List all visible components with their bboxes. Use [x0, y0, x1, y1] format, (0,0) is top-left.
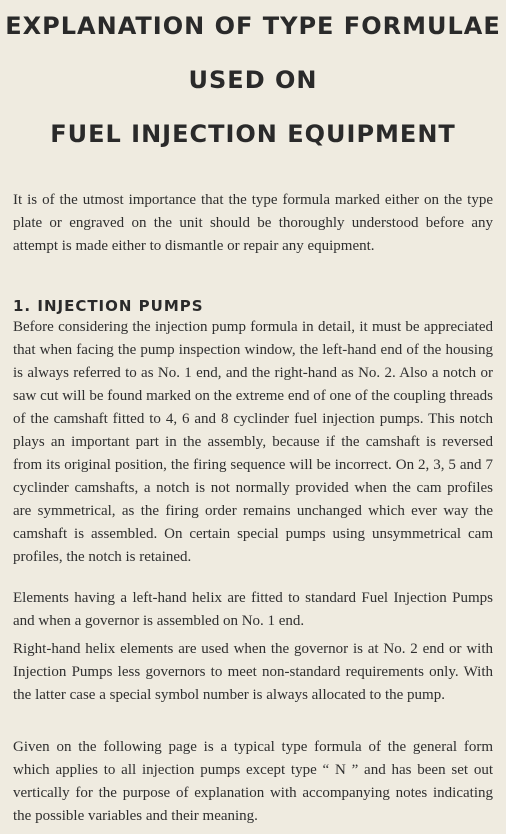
page-title-line-3: FUEL INJECTION EQUIPMENT	[50, 120, 456, 148]
intro-paragraph: It is of the utmost importance that the type formula marked either on the type plate or engraved on the unit should be thoroughly understood before any attempt is made either to dismantle or repair any equipment.	[13, 192, 493, 254]
page-title-line-2: USED ON	[188, 66, 318, 94]
section-paragraph: Elements having a left-hand helix are fitted to standard Fuel Injection Pumps and when a governor is assembled on No. 1 end.	[13, 590, 493, 629]
section-heading: 1. INJECTION PUMPS	[13, 297, 204, 315]
page-title-line-1: EXPLANATION OF TYPE FORMULAE	[5, 12, 501, 40]
section-paragraph: Before considering the injection pump formula in detail, it must be appreciated that when facing the pump inspection window, the left-hand end of the housing is always referred to as No. 1 end, and the right-hand as No. 2. Also a notch or saw cut will be found marked on the extreme end of one of the coupling threads of the camshaft fitted to 4, 6 and 8 cyclinder fuel injection pumps. This notch plays an important part in the assembly, because if the camshaft is reversed from its original position, the firing sequence will be incorrect. On 2, 3, 5 and 7 cyclinder camshafts, a notch is not normally provided when the cam profiles are symmetrical, as the firing order remains unchanged which ever way the camshaft is assembled. On certain special pumps using unsymmetrical cam profiles, the notch is retained.	[13, 319, 493, 565]
section-paragraph: Right-hand helix elements are used when the governor is at No. 2 end or with Injection Pumps less governors to meet non-standard requirements only. With the latter case a special symbol number is always allocated to the pump.	[13, 641, 493, 703]
section-paragraph: Given on the following page is a typical type formula of the general form which applies to all injection pumps except type “ N ” and has been set out vertically for the purpose of explanation with accompanying notes indicating the possible variables and their meaning.	[13, 739, 493, 824]
